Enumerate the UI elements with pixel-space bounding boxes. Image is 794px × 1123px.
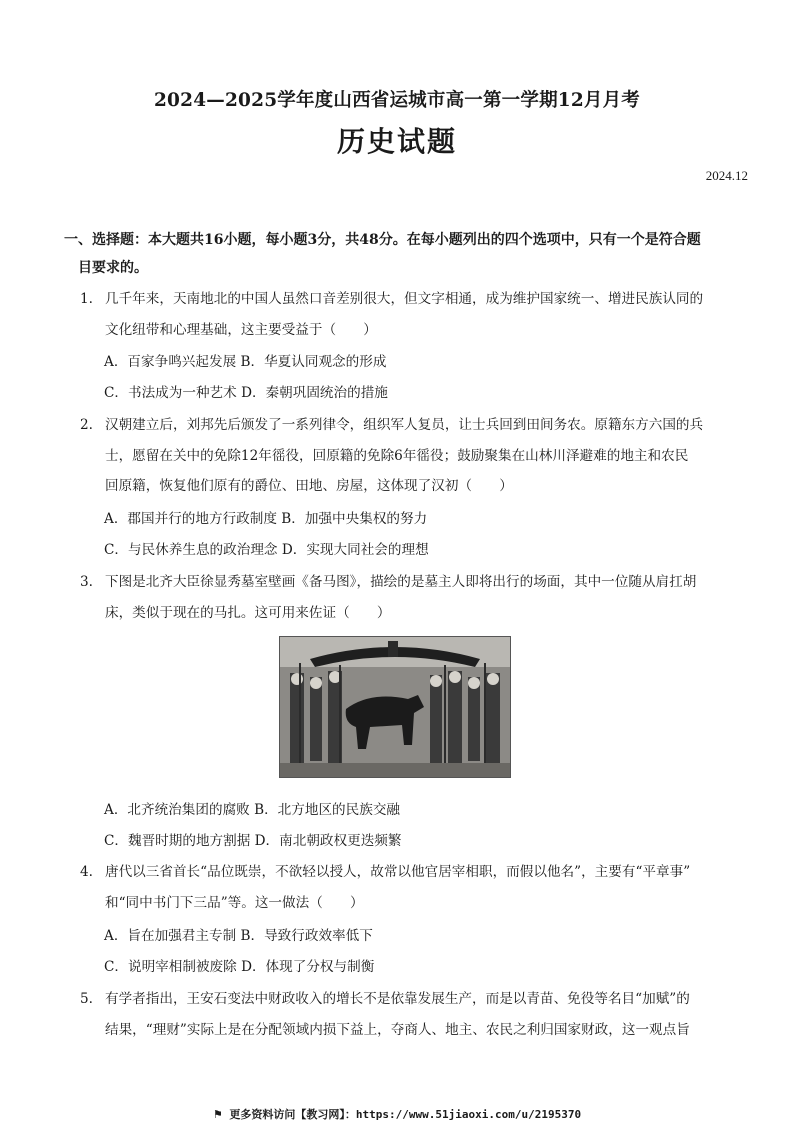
flag-icon: ⚑ bbox=[212, 1108, 223, 1121]
question-stem-line: 下图是北齐大臣徐显秀墓室壁画《备马图》，描绘的是墓主人即将出行的场面，其中一位随从肩扛胡 bbox=[105, 574, 697, 590]
question-2 bbox=[80, 410, 730, 502]
mural-photo bbox=[279, 636, 511, 778]
question-2-options-cd: C．与民休养生息的政治理念 D．实现大同社会的理想 bbox=[104, 542, 429, 558]
section-heading-line-2: 目要求的。 bbox=[78, 260, 148, 276]
question-stem-line: 回原籍，恢复他们原有的爵位、田地、房屋，这体现了汉初（ ） bbox=[105, 478, 513, 494]
question-5 bbox=[80, 984, 730, 1045]
question-3-options-cd: C．魏晋时期的地方割据 D．南北朝政权更迭频繁 bbox=[104, 833, 402, 849]
question-stem-line: 唐代以三省首长“品位既崇，不欲轻以授人，故常以他官居宰相职，而假以他名”，主要有“平章事” bbox=[105, 864, 691, 880]
question-4-options-ab: A．旨在加强君主专制 B．导致行政效率低下 bbox=[104, 928, 373, 944]
question-number: 3. bbox=[80, 574, 93, 590]
question-1 bbox=[80, 284, 730, 345]
footer-link[interactable] bbox=[0, 1106, 794, 1122]
section-heading-line-1: 一、选择题：本大题共16小题，每小题3分，共48分。在每小题列出的四个选项中，只有一个是符合题 bbox=[64, 232, 701, 248]
question-2-options-ab: A．郡国并行的地方行政制度 B．加强中央集权的努力 bbox=[104, 511, 428, 527]
question-stem-line: 士，愿留在关中的免除12年徭役，回原籍的免除6年徭役；鼓励聚集在山林川泽避难的地主和农民 bbox=[105, 447, 689, 464]
question-3-options-ab: A．北齐统治集团的腐败 B．北方地区的民族交融 bbox=[104, 802, 401, 818]
question-4-options-cd: C．说明宰相制被废除 D．体现了分权与制衡 bbox=[104, 959, 375, 975]
question-stem-line: 汉朝建立后，刘邦先后颁发了一系列律令，组织军人复员，让士兵回到田间务农。原籍东方六国的兵 bbox=[105, 417, 704, 433]
exam-header: 2024—2025学年度山西省运城市高一第一学期12月月考 bbox=[153, 90, 641, 111]
question-1-options-ab: A．百家争鸣兴起发展 B．华夏认同观念的形成 bbox=[104, 354, 387, 370]
footer-text: 更多资料访问【教习网】：https://www.51jiaoxi.com/u/2195370 bbox=[229, 1108, 582, 1121]
mural-illustration bbox=[280, 637, 510, 777]
question-stem-line: 床，类似于现在的马扎。这可用来佐证（ ） bbox=[105, 604, 391, 621]
question-stem-line: 结果，“理财”实际上是在分配领域内损下益上，夺商人、地主、农民之利归国家财政，这一观点旨 bbox=[105, 1021, 690, 1038]
question-number: 1. bbox=[80, 291, 93, 307]
exam-date: 2024.12 bbox=[705, 168, 748, 183]
question-number: 2. bbox=[80, 417, 93, 433]
question-stem-line: 和“同中书门下三品”等。这一做法（ ） bbox=[105, 894, 364, 911]
question-stem-line: 文化纽带和心理基础，这主要受益于（ ） bbox=[105, 321, 377, 338]
section-heading bbox=[64, 226, 730, 282]
question-4 bbox=[80, 857, 730, 918]
question-stem-line: 有学者指出，王安石变法中财政收入的增长不是依靠发展生产，而是以青苗、免役等名目“加赋”的 bbox=[105, 991, 690, 1007]
page-title: 历史试题 bbox=[336, 125, 457, 158]
question-3 bbox=[80, 567, 730, 628]
question-stem-line: 几千年来，天南地北的中国人虽然口音差别很大，但文字相通，成为维护国家统一、增进民族认同的 bbox=[105, 291, 704, 307]
question-number: 4. bbox=[80, 864, 93, 880]
question-number: 5. bbox=[80, 991, 93, 1007]
question-1-options-cd: C．书法成为一种艺术 D．秦朝巩固统治的措施 bbox=[104, 385, 388, 401]
